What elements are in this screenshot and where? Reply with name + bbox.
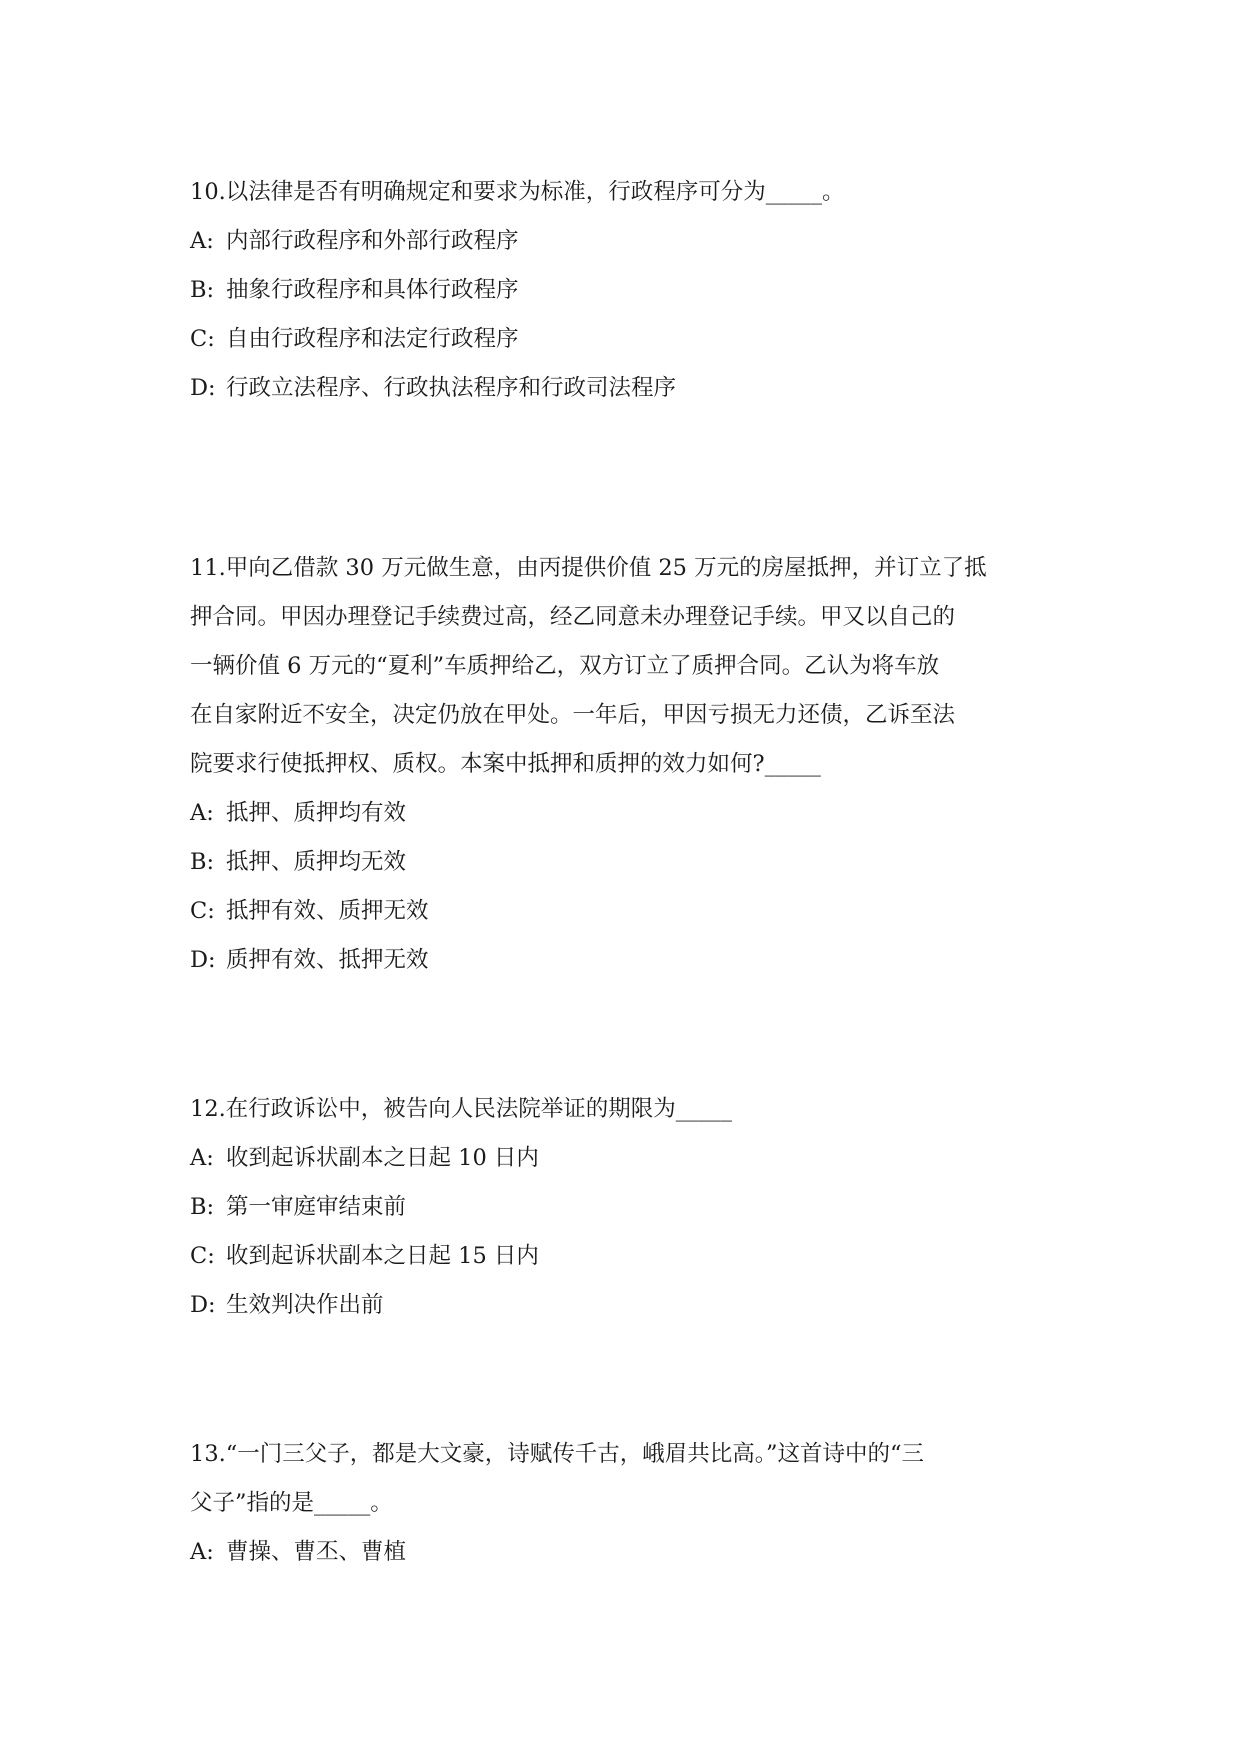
option-text: 自由行政程序和法定行政程序 bbox=[226, 326, 519, 352]
question-stem-line: 一辆价值 6 万元的“夏利”车质押给乙，双方订立了质押合同。乙认为将车放 bbox=[190, 653, 940, 679]
question-stem: 10.以法律是否有明确规定和要求为标准，行政程序可分为_____。 bbox=[190, 179, 845, 205]
option-text: 第一审庭审结束前 bbox=[226, 1194, 407, 1220]
option-text: 内部行政程序和外部行政程序 bbox=[226, 228, 519, 254]
option-text: 抵押有效、质押无效 bbox=[226, 898, 429, 924]
option-d bbox=[190, 936, 1060, 985]
option-a bbox=[190, 1134, 1060, 1183]
option-label: D: bbox=[190, 947, 216, 973]
option-c bbox=[190, 1232, 1060, 1281]
option-label: A: bbox=[190, 800, 214, 826]
option-text: 生效判决作出前 bbox=[226, 1292, 384, 1318]
option-label: A: bbox=[190, 1539, 214, 1565]
option-text: 曹操、曹丕、曹植 bbox=[226, 1539, 407, 1565]
option-text: 抽象行政程序和具体行政程序 bbox=[226, 277, 519, 303]
option-d bbox=[190, 364, 1060, 413]
option-text: 收到起诉状副本之日起 10 日内 bbox=[226, 1145, 539, 1171]
option-label: A: bbox=[190, 1145, 214, 1171]
question-13 bbox=[190, 1430, 1060, 1577]
option-b bbox=[190, 838, 1060, 887]
option-label: B: bbox=[190, 277, 215, 303]
option-b bbox=[190, 1183, 1060, 1232]
question-stem-line: 父子”指的是_____。 bbox=[190, 1490, 393, 1516]
option-label: D: bbox=[190, 1292, 216, 1318]
question-12 bbox=[190, 1085, 1060, 1330]
option-a bbox=[190, 217, 1060, 266]
option-label: C: bbox=[190, 898, 215, 924]
option-text: 质押有效、抵押无效 bbox=[226, 947, 429, 973]
option-label: C: bbox=[190, 1243, 215, 1269]
question-stem: 12.在行政诉讼中，被告向人民法院举证的期限为_____ bbox=[190, 1096, 733, 1122]
option-label: C: bbox=[190, 326, 215, 352]
option-a bbox=[190, 789, 1060, 838]
option-label: D: bbox=[190, 375, 216, 401]
option-label: A: bbox=[190, 228, 214, 254]
option-b bbox=[190, 266, 1060, 315]
option-text: 抵押、质押均无效 bbox=[226, 849, 407, 875]
option-d bbox=[190, 1281, 1060, 1330]
question-stem-line: 在自家附近不安全，决定仍放在甲处。一年后，甲因亏损无力还债，乙诉至法 bbox=[190, 702, 956, 728]
option-text: 行政立法程序、行政执法程序和行政司法程序 bbox=[226, 375, 677, 401]
option-text: 抵押、质押均有效 bbox=[226, 800, 407, 826]
question-stem-line: 院要求行使抵押权、质权。本案中抵押和质押的效力如何?_____ bbox=[190, 751, 821, 777]
option-label: B: bbox=[190, 1194, 215, 1220]
question-stem-line: 13.“一门三父子，都是大文豪，诗赋传千古，峨眉共比高。”这首诗中的“三 bbox=[190, 1441, 925, 1467]
option-text: 收到起诉状副本之日起 15 日内 bbox=[226, 1243, 539, 1269]
question-stem-line: 押合同。甲因办理登记手续费过高，经乙同意未办理登记手续。甲又以自己的 bbox=[190, 604, 956, 630]
option-a bbox=[190, 1528, 1060, 1577]
option-label: B: bbox=[190, 849, 215, 875]
question-10 bbox=[190, 168, 1060, 413]
question-stem-line: 11.甲向乙借款 30 万元做生意，由丙提供价值 25 万元的房屋抵押，并订立了抵 bbox=[190, 555, 987, 581]
option-c bbox=[190, 315, 1060, 364]
option-c bbox=[190, 887, 1060, 936]
question-11 bbox=[190, 544, 1060, 985]
